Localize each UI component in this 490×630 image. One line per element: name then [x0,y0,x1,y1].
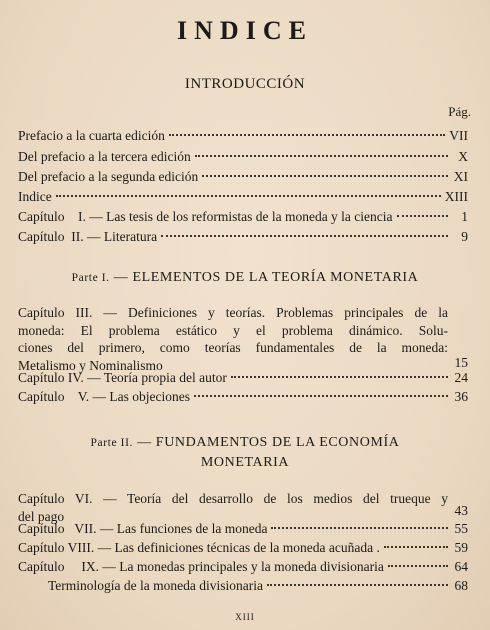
toc-entry[interactable] [18,559,468,579]
leader-dots [169,134,445,136]
toc-entry-text: Capítulo IV. — Teoría propia del autor [18,370,227,385]
intro-heading: INTRODUCCIÓN [184,76,306,92]
entry-line: del pago [18,508,65,524]
toc-entry[interactable] [18,149,468,169]
toc-entry-text: Capítulo II. — Literatura [18,229,158,244]
toc-entry-page: 59 [454,540,468,555]
leader-dots [161,235,448,237]
leader-dots [388,565,448,567]
toc-entry[interactable] [18,189,468,209]
leader-dots [195,155,448,157]
toc-entry-page: 36 [454,389,468,404]
toc-entry-text: Indice [18,189,52,204]
toc-entry-text: Del prefacio a la tercera edición [18,149,191,164]
toc-entry-text: Capítulo I. — Las tesis de los reformistas de la moneda y la ciencia [18,209,393,224]
toc-entry-text: Terminología de la moneda divisionaria [48,578,263,593]
leader-dots [202,175,448,177]
toc-entry-page: 64 [454,559,468,574]
leader-dots [231,376,448,378]
toc-entry-text: Capítulo VIII. — Las definiciones técnicas de la moneda acuñada . [18,540,380,555]
toc-entry[interactable] [18,370,468,390]
entry-line: Metalismo y Nominalismo [18,357,163,373]
entry-line: ciones del primero, como teorías fundamentales de la moneda: [18,340,448,356]
page-number: XIII [235,612,255,622]
toc-entry-page: 68 [454,578,468,593]
toc-entry-text: Del prefacio a la segunda edición [18,169,199,184]
toc-entry[interactable] [18,521,468,541]
part-title: — ELEMENTOS DE LA TEORÍA MONETARIA [113,270,419,285]
toc-entry[interactable] [18,128,468,148]
entry-line: moneda: El problema estático y el problema dinámico. Solu- [18,322,448,338]
part-title-continued: MONETARIA [200,455,290,470]
toc-entry-page: 1 [461,209,468,224]
toc-entry[interactable] [18,209,468,229]
entry-line: Capítulo III. — Definiciones y teorías. Problemas principales de la [18,305,448,320]
leader-dots [194,395,448,397]
toc-entry[interactable] [18,169,468,189]
toc-entry-multiline[interactable] [18,490,448,525]
toc-entry-text: Capítulo VII. — Las funciones de la moneda [18,521,268,536]
leader-dots [397,215,448,217]
toc-entry-page: 9 [461,229,468,244]
toc-entry-page: VII [449,128,468,143]
toc-entry[interactable] [18,389,468,409]
toc-entry-text: Capítulo V. — Las objeciones [18,389,190,404]
toc-entry-multiline[interactable] [18,304,448,374]
leader-dots [267,584,448,586]
part-label: Parte I. [71,272,110,284]
page-column-label: Pág. [448,104,471,119]
toc-entry-page: 15 [454,355,468,370]
toc-subentry[interactable] [48,578,468,598]
toc-entry[interactable] [18,229,468,249]
toc-entry[interactable] [18,540,468,560]
toc-entry-page: 43 [454,503,468,518]
toc-entry-page: XI [453,169,468,184]
leader-dots [271,527,448,529]
toc-entry-page: 24 [454,370,468,385]
part-heading [0,270,490,286]
page-title: INDICE [177,16,313,45]
toc-entry-text: Capítulo IX. — La monedas principales y la moneda divisionaria [18,559,384,574]
part-title: — FUNDAMENTOS DE LA ECONOMÍA [137,435,400,450]
toc-entry-text: Prefacio a la cuarta edición [18,128,165,143]
part-label: Parte II. [90,437,133,449]
leader-dots [56,195,441,197]
leader-dots [384,546,448,548]
toc-entry-page: XIII [444,189,468,204]
toc-entry-page: X [458,149,468,164]
entry-line: Capítulo VI. — Teoría del desarrollo de los medios del trueque y [18,491,448,506]
part-heading [0,435,490,451]
toc-entry-page: 55 [454,521,468,536]
